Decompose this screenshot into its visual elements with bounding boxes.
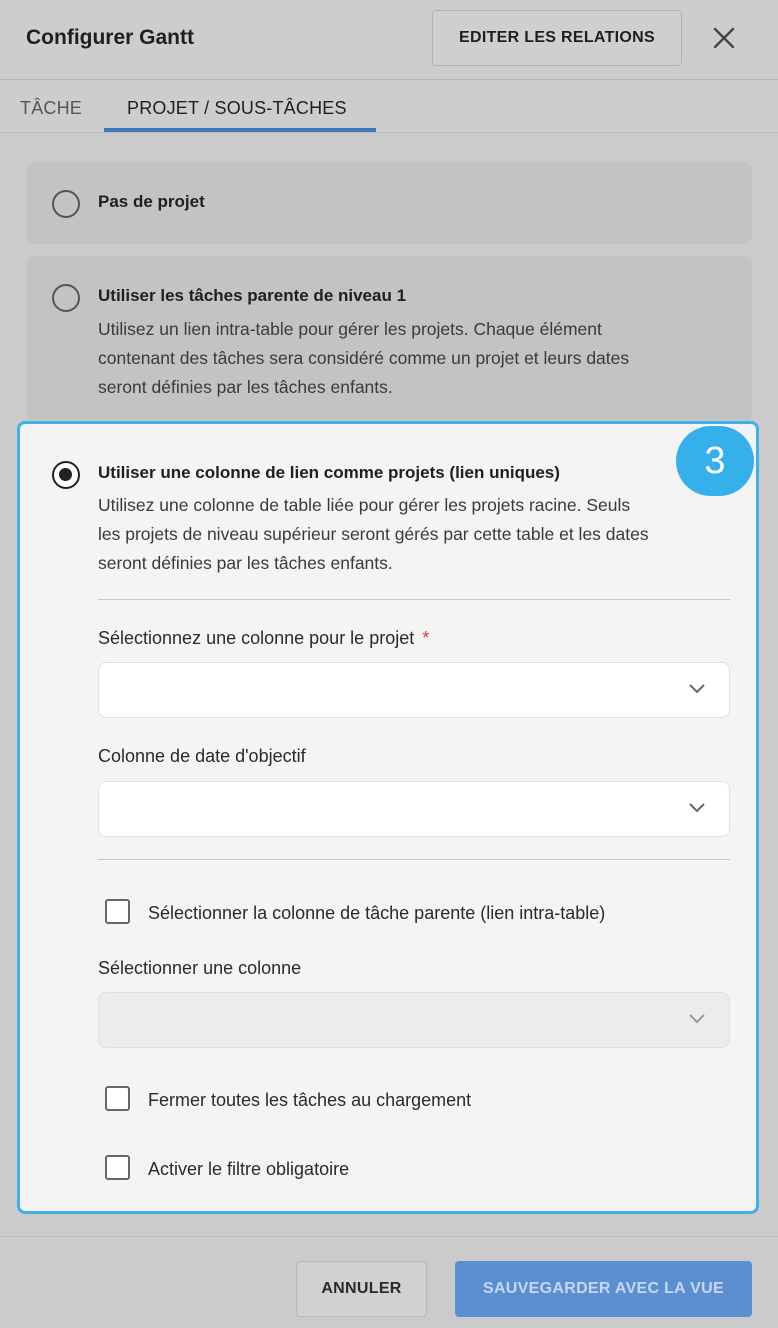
chevron-down-icon: [689, 1014, 705, 1024]
description-line: contenant des tâches sera considéré comme un projet et leurs dates: [98, 348, 630, 368]
option-link-column-title: Utiliser une colonne de lien comme projets (lien uniques): [98, 463, 560, 482]
mandatory-filter-checkbox[interactable]: [105, 1155, 130, 1180]
project-column-label-text: Sélectionnez une colonne pour le projet: [98, 628, 415, 648]
tab-bar: [0, 80, 778, 133]
step-badge: 3: [676, 426, 754, 496]
close-icon: [713, 27, 735, 49]
description-line: seront définies par les tâches enfants.: [98, 377, 393, 397]
divider: [98, 599, 730, 600]
radio-parent-tasks[interactable]: [52, 284, 80, 312]
goal-date-column-label: Colonne de date d'objectif: [98, 746, 306, 766]
description-line: seront définies par les tâches enfants.: [98, 553, 393, 573]
close-button[interactable]: [704, 18, 744, 58]
dialog-title: Configurer Gantt: [26, 26, 194, 49]
description-line: les projets de niveau supérieur seront gérés par cette table et les dates: [98, 524, 649, 544]
chevron-down-icon: [689, 803, 705, 813]
option-parent-tasks[interactable]: [26, 256, 752, 424]
tab-project-subtasks[interactable]: PROJET / SOUS-TÂCHES: [127, 98, 347, 118]
collapse-all-checkbox[interactable]: [105, 1086, 130, 1111]
parent-task-column-label: Sélectionner la colonne de tâche parente (lien intra-table): [148, 903, 606, 923]
description-line: Utilisez un lien intra-table pour gérer les projets. Chaque élément: [98, 319, 602, 339]
parent-task-column-checkbox[interactable]: [105, 899, 130, 924]
radio-no-project[interactable]: [52, 190, 80, 218]
project-column-label: [98, 628, 429, 649]
dialog-footer: [0, 1236, 778, 1328]
select-column-label: Sélectionner une colonne: [98, 958, 302, 978]
required-mark: *: [422, 628, 430, 648]
project-column-select[interactable]: [98, 662, 730, 718]
tab-task[interactable]: TÂCHE: [20, 98, 83, 118]
divider: [98, 859, 730, 860]
cancel-button[interactable]: ANNULER: [296, 1261, 427, 1317]
option-parent-tasks-description: [98, 315, 629, 402]
option-no-project-title: Pas de projet: [98, 192, 205, 211]
active-tab-indicator: [104, 128, 376, 132]
option-no-project[interactable]: [26, 162, 752, 244]
mandatory-filter-label: Activer le filtre obligatoire: [148, 1159, 350, 1179]
description-line: Utilisez une colonne de table liée pour gérer les projets racine. Seuls: [98, 495, 631, 515]
chevron-down-icon: [689, 684, 705, 694]
radio-link-column[interactable]: [52, 461, 80, 489]
collapse-all-label: Fermer toutes les tâches au chargement: [148, 1090, 472, 1110]
option-parent-tasks-title: Utiliser les tâches parente de niveau 1: [98, 286, 407, 305]
goal-date-column-select[interactable]: [98, 781, 730, 837]
save-with-view-button[interactable]: SAUVEGARDER AVEC LA VUE: [455, 1261, 752, 1317]
dialog-header: [0, 0, 778, 80]
option-link-column-description: [98, 491, 649, 578]
select-column-select[interactable]: [98, 992, 730, 1048]
edit-relations-button[interactable]: EDITER LES RELATIONS: [432, 10, 682, 66]
